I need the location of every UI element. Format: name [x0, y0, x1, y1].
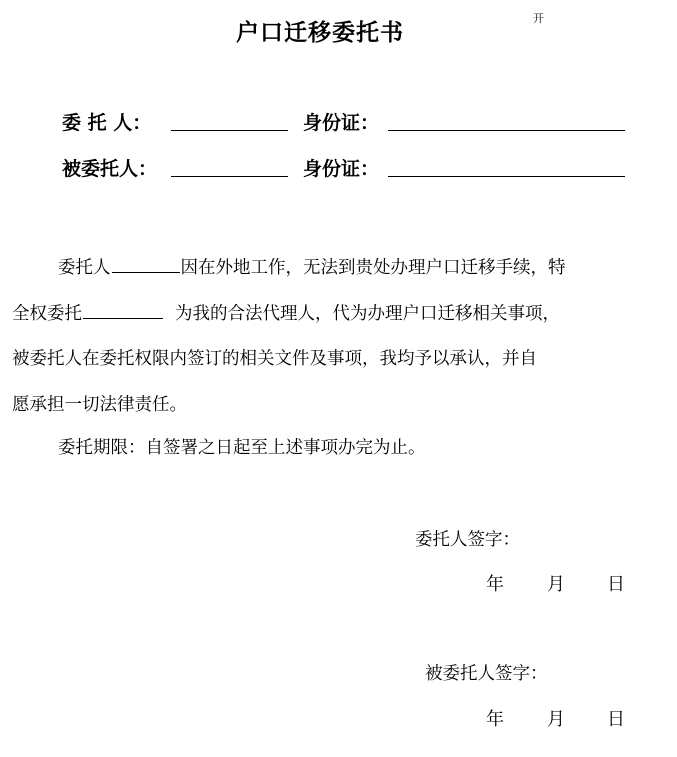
principal-id-label: 身份证： — [303, 112, 380, 134]
body-line-2 — [12, 300, 560, 325]
agent-id-label: 身份证： — [303, 158, 380, 180]
body-line-2-prefix: 全权委托 — [12, 304, 82, 324]
body-line-1-rest: 因在外地工作，无法到贵处办理户口迁移手续，特 — [180, 258, 566, 278]
term-line: 委托期限：自签署之日起至上述事项办完为止。 — [58, 438, 426, 458]
principal-date-month: 月 — [547, 574, 565, 595]
principal-name-inline-blank — [112, 271, 180, 273]
principal-label: 委 托 人： — [62, 112, 152, 134]
agent-name-inline-blank — [83, 317, 163, 319]
corner-mark: 开 — [533, 12, 544, 25]
agent-date-day: 日 — [607, 709, 625, 730]
agent-name-blank — [171, 176, 288, 177]
agent-date-year: 年 — [486, 709, 504, 730]
principal-date-day: 日 — [607, 574, 625, 595]
agent-label: 被委托人： — [62, 158, 158, 180]
body-line-3: 被委托人在委托权限内签订的相关文件及事项，我均予以承认，并自 — [12, 349, 537, 369]
body-line-4: 愿承担一切法律责任。 — [12, 395, 187, 415]
principal-date-year: 年 — [486, 574, 504, 595]
principal-id-blank — [388, 130, 625, 131]
agent-signature-label: 被委托人签字： — [425, 664, 548, 684]
agent-date-month: 月 — [547, 709, 565, 730]
document-title: 户口迁移委托书 — [236, 20, 404, 46]
body-line-1-prefix: 委托人 — [58, 258, 111, 278]
principal-signature-label: 委托人签字： — [415, 530, 520, 550]
principal-name-blank — [171, 130, 288, 131]
body-line-1 — [58, 254, 566, 279]
agent-id-blank — [388, 176, 625, 177]
body-line-2-rest: 为我的合法代理人，代为办理户口迁移相关事项， — [175, 304, 560, 324]
